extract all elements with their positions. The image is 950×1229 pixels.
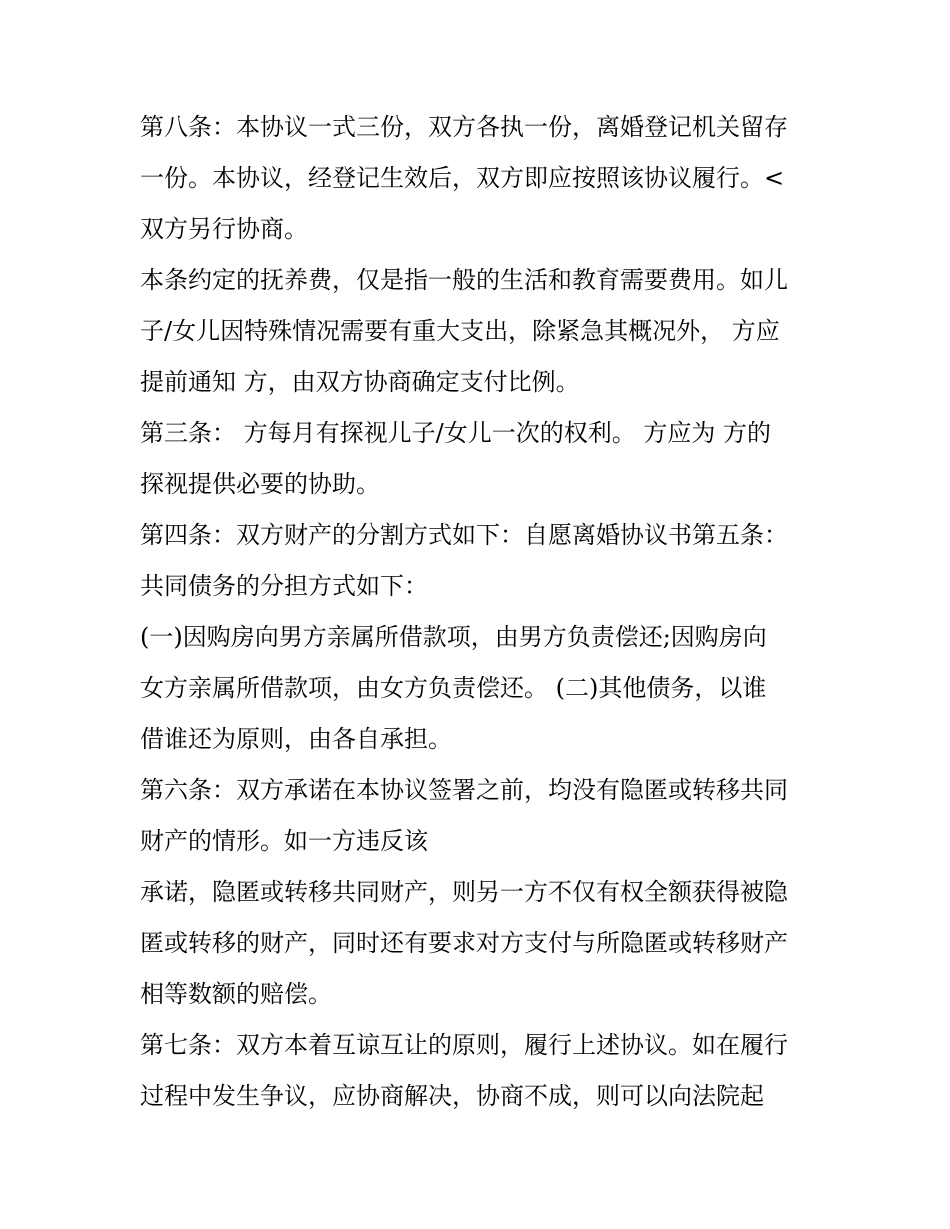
paragraph-article-4 xyxy=(140,510,830,612)
text-line: 子/女儿因特殊情况需要有重大支出，除紧急其概况外， 方应 xyxy=(140,317,780,345)
text-line: 共同债务的分担方式如下： xyxy=(140,572,428,600)
paragraph-alimony-note xyxy=(140,255,830,408)
text-line: 匿或转移的财产，同时还有要求对方支付与所隐匿或转移财产 xyxy=(140,929,788,957)
text-line: 第三条： 方每月有探视儿子/女儿一次的权利。 方应为 方的 xyxy=(140,419,771,447)
text-line: 第八条：本协议一式三份，双方各执一份，离婚登记机关留存 xyxy=(140,113,788,141)
paragraph-debt-items xyxy=(140,612,830,765)
text-line: 财产的情形。如一方违反该 xyxy=(140,827,428,855)
text-line: 探视提供必要的协助。 xyxy=(140,470,380,498)
text-line: 借谁还为原则，由各自承担。 xyxy=(140,725,452,753)
text-line: 过程中发生争议，应协商解决，协商不成，则可以向法院起 xyxy=(140,1082,764,1110)
paragraph-article-7 xyxy=(140,1020,830,1122)
text-line: 第四条：双方财产的分割方式如下：自愿离婚协议书第五条： xyxy=(140,521,788,549)
text-line: 本条约定的抚养费，仅是指一般的生活和教育需要费用。如儿 xyxy=(140,266,788,294)
text-line: 提前通知 方，由双方协商确定支付比例。 xyxy=(140,368,580,396)
text-line: 双方另行协商。 xyxy=(140,215,308,243)
document-page xyxy=(140,102,830,1122)
text-line: 相等数额的赔偿。 xyxy=(140,980,332,1008)
paragraph-article-6 xyxy=(140,765,830,867)
text-line: 女方亲属所借款项，由女方负责偿还。 (二)其他债务，以谁 xyxy=(140,674,767,702)
text-line: 承诺，隐匿或转移共同财产，则另一方不仅有权全额获得被隐 xyxy=(140,878,788,906)
text-line: 第六条：双方承诺在本协议签署之前，均没有隐匿或转移共同 xyxy=(140,776,788,804)
paragraph-article-8 xyxy=(140,102,830,255)
paragraph-article-3 xyxy=(140,408,830,510)
text-line: 第七条：双方本着互谅互让的原则，履行上述协议。如在履行 xyxy=(140,1031,788,1059)
paragraph-article-6-continued xyxy=(140,867,830,1020)
text-line: (一)因购房向男方亲属所借款项，由男方负责偿还;因购房向 xyxy=(140,623,767,651)
text-line: 一份。本协议，经登记生效后，双方即应按照该协议履行。< xyxy=(140,164,785,192)
